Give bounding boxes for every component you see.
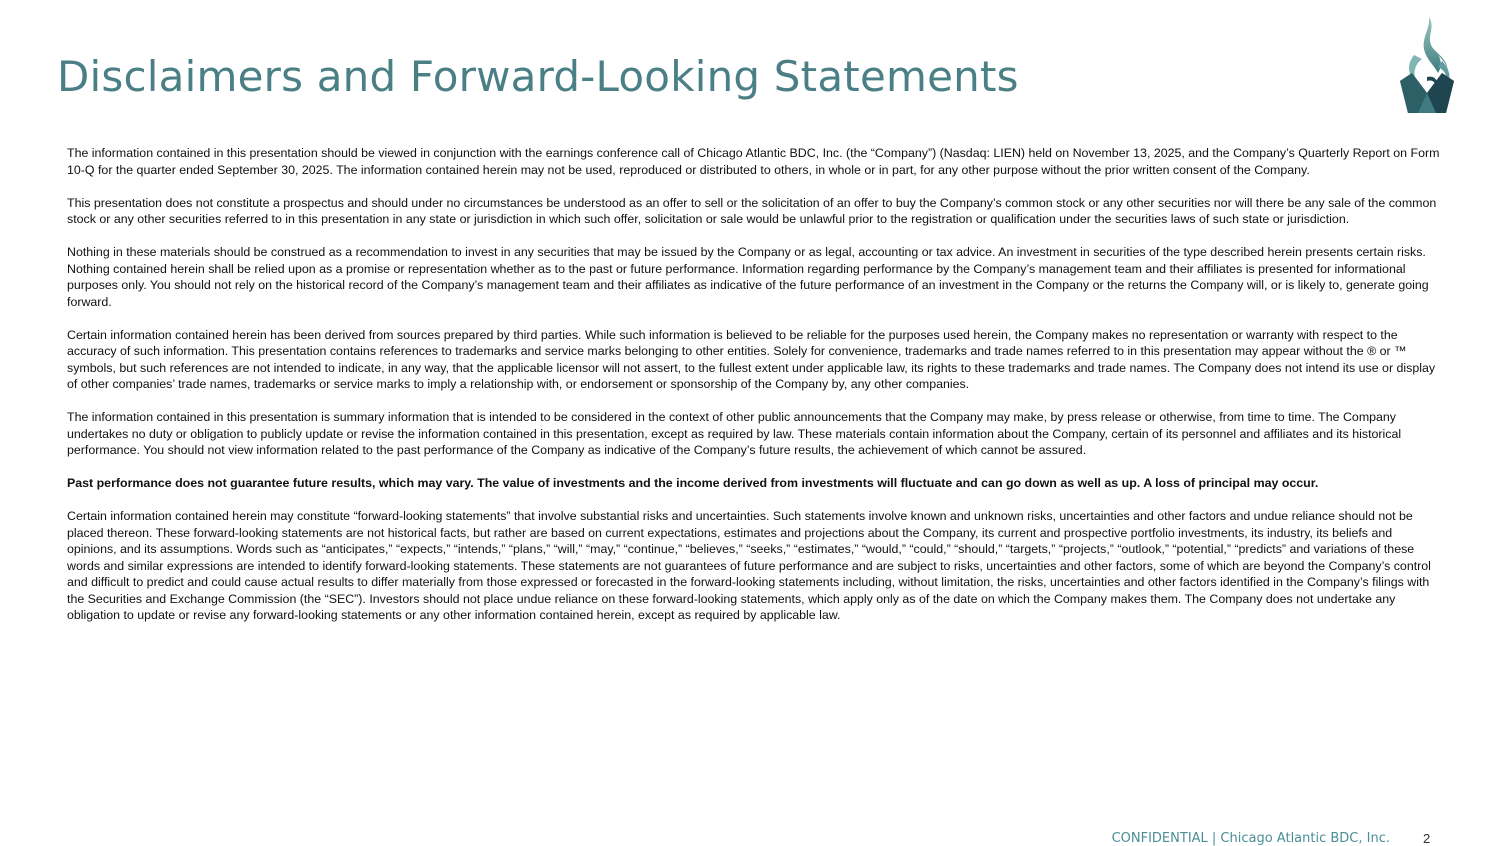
flame-shield-logo-icon — [1396, 15, 1458, 117]
disclaimer-body — [67, 145, 1442, 640]
disclaimer-paragraph: Nothing in these materials should be construed as a recommendation to invest in any securities that may be issued by the Company or as legal, accounting or tax advice. An investment in securities of the type described herein presents certain risks. Nothing contained herein shall be relied upon as a promise or representation whether as to the past or future performance. Information regarding performance by the Company’s management team and their affiliates is presented for informational purposes only. You should not rely on the historical record of the Company’s management team and their affiliates as indicative of the future performance of an investment in the Company or the returns the Company will, or is likely to, generate going forward. — [67, 245, 1429, 309]
confidential-footer: CONFIDENTIAL | Chicago Atlantic BDC, Inc. — [1111, 831, 1390, 846]
past-performance-warning: Past performance does not guarantee future results, which may vary. The value of investments and the income derived from investments will fluctuate and can go down as well as up. A loss of principal may occur. — [67, 476, 1319, 490]
disclaimer-paragraph: The information contained in this presentation is summary information that is intended to be considered in the context of other public announcements that the Company may make, by press release or otherwise, from time to time. The Company undertakes no duty or obligation to publicly update or revise the information contained in this presentation, except as required by law. These materials contain information about the Company, certain of its personnel and affiliates and its historical performance. You should not view information related to the past performance of the Company as indicative of the Company’s future results, the achievement of which cannot be assured. — [67, 410, 1402, 457]
disclaimer-paragraph: This presentation does not constitute a prospectus and should under no circumstances be understood as an offer to sell or the solicitation of an offer to buy the Company’s common stock or any other securities nor will there be any sale of the common stock or any other securities referred to in this presentation in any state or jurisdiction in which such offer, solicitation or sale would be unlawful prior to the registration or qualification under the securities laws of such state or jurisdiction. — [67, 195, 1437, 226]
page-number: 2 — [1423, 831, 1431, 846]
page-title: Disclaimers and Forward-Looking Statements — [57, 52, 1019, 101]
disclaimer-paragraph: The information contained in this presentation should be viewed in conjunction with the earnings conference call of Chicago Atlantic BDC, Inc. (the “Company”) (Nasdaq: LIEN) held on November 13, 2025, and the Company’s Quarterly Report on Form 10-Q for the quarter ended September 30, 2025. The information contained herein may not be used, reproduced or distributed to others, in whole or in part, for any other purpose without the prior written consent of the Company. — [67, 146, 1440, 177]
forward-looking-paragraph: Certain information contained herein may constitute “forward-looking statements” that involve substantial risks and uncertainties. Such statements involve known and unknown risks, uncertainties and other factors and undue reliance should not be placed thereon. These forward-looking statements are not historical facts, but rather are based on current expectations, estimates and projections about the Company, its current and prospective portfolio investments, its industry, its beliefs and opinions, and its assumptions. Words such as “anticipates,” “expects,” “intends,” “plans,” “will,” “may,” “continue,” “believes,” “seeks,” “estimates,” “would,” “could,” “should,” “targets,” “projects,” “outlook,” “potential,” “predicts” and variations of these words and similar expressions are intended to identify forward-looking statements. These statements are not guarantees of future performance and are subject to risks, uncertainties and other factors, some of which are beyond the Company’s control and difficult to predict and could cause actual results to differ materially from those expressed or forecasted in the forward-looking statements including, without limitation, the risks, uncertainties and other factors identified in the Company’s filings with the Securities and Exchange Commission (the “SEC”). Investors should not place undue reliance on these forward-looking statements, which apply only as of the date on which the Company makes them. The Company does not undertake any obligation to update or revise any forward-looking statements or any other information contained herein, except as required by applicable law. — [67, 509, 1431, 622]
disclaimer-paragraph: Certain information contained herein has been derived from sources prepared by third parties. While such information is believed to be reliable for the purposes used herein, the Company makes no representation or warranty with respect to the accuracy of such information. This presentation contains references to trademarks and service marks belonging to other entities. Solely for convenience, trademarks and trade names referred to in this presentation may appear without the ® or ™ symbols, but such references are not intended to indicate, in any way, that the applicable licensor will not assert, to the fullest extent under applicable law, its rights to these trademarks and trade names. The Company does not intend its use or display of other companies’ trade names, trademarks or service marks to imply a relationship with, or endorsement or sponsorship of the Company by, any other companies. — [67, 327, 1436, 391]
